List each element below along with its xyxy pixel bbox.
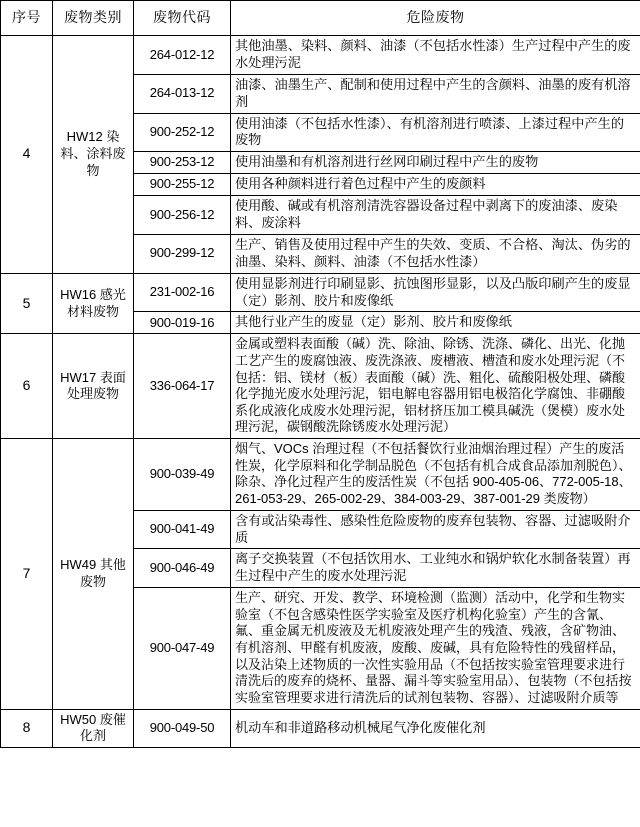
waste-code: 900-041-49 [134, 510, 231, 549]
waste-category-label: HW49 其他废物 [53, 439, 134, 709]
table-header-row [1, 1, 640, 36]
waste-description: 使用酸、碱或有机溶剂清洗容器设备过程中剥离下的废油漆、废染料、废涂料 [231, 196, 640, 235]
waste-description: 其他油墨、染料、颜料、油漆（不包括水性漆）生产过程中产生的废水处理污泥 [231, 36, 640, 75]
waste-code: 900-299-12 [134, 234, 231, 273]
waste-code: 264-012-12 [134, 36, 231, 75]
waste-description: 机动车和非道路移动机械尾气净化废催化剂 [231, 709, 640, 747]
waste-code: 264-013-12 [134, 74, 231, 113]
row-sequence-number: 6 [1, 334, 53, 439]
waste-code: 900-019-16 [134, 312, 231, 334]
waste-category-label: HW17 表面处理废物 [53, 334, 134, 439]
waste-description: 使用显影剂进行印刷显影、抗蚀图形显影，以及凸版印刷产生的废显（定）影剂、胶片和废像纸 [231, 273, 640, 312]
column-header-waste: 危险废物 [231, 1, 640, 36]
waste-code: 900-253-12 [134, 152, 231, 174]
table-row [1, 439, 640, 511]
column-header-category: 废物类别 [53, 1, 134, 36]
waste-code: 900-252-12 [134, 113, 231, 152]
waste-description: 离子交换装置（不包括饮用水、工业纯水和锅炉软化水制备装置）再生过程中产生的废水处理污泥 [231, 549, 640, 588]
waste-description: 金属或塑料表面酸（碱）洗、除油、除锈、洗涤、磷化、出光、化抛工艺产生的废腐蚀液、废洗涤液、废槽液、槽渣和废水处理污泥（不包括：铝、镁材（板）表面酸（碱）洗、粗化、硫酸阳极处理、磷酸化学抛光废水处理污泥，铝电解电容器用铝电极箔化学腐蚀、非硼酸系化成液化成废水处理污泥，铝材挤压加工模具碱洗（煲模）废水处理污泥，碳钢酸洗除锈废水处理污泥） [231, 334, 640, 439]
table-row [1, 709, 640, 747]
row-sequence-number: 4 [1, 36, 53, 274]
waste-code: 336-064-17 [134, 334, 231, 439]
table-row [1, 36, 640, 75]
waste-category-label: HW16 感光材料废物 [53, 273, 134, 334]
row-sequence-number: 5 [1, 273, 53, 334]
column-header-seq: 序号 [1, 1, 53, 36]
waste-code: 900-039-49 [134, 439, 231, 511]
waste-code: 231-002-16 [134, 273, 231, 312]
waste-description: 其他行业产生的废显（定）影剂、胶片和废像纸 [231, 312, 640, 334]
row-sequence-number: 7 [1, 439, 53, 709]
column-header-code: 废物代码 [134, 1, 231, 36]
waste-code: 900-255-12 [134, 174, 231, 196]
waste-description: 油漆、油墨生产、配制和使用过程中产生的含颜料、油墨的废有机溶剂 [231, 74, 640, 113]
waste-code: 900-256-12 [134, 196, 231, 235]
waste-description: 使用油漆（不包括水性漆）、有机溶剂进行喷漆、上漆过程中产生的废物 [231, 113, 640, 152]
waste-category-label: HW50 废催化剂 [53, 709, 134, 747]
waste-code: 900-049-50 [134, 709, 231, 747]
table-row [1, 273, 640, 312]
waste-description: 烟气、VOCs 治理过程（不包括餐饮行业油烟治理过程）产生的废活性炭，化学原料和化学制品脱色（不包括有机合成食品添加剂脱色）、除杂、净化过程产生的废活性炭（不包括 900-405-06、772-005-18、261-053-29、265-002-29、384-003-29、387-001-29 类废物） [231, 439, 640, 511]
waste-code: 900-047-49 [134, 588, 231, 709]
waste-category-label: HW12 染料、涂料废物 [53, 36, 134, 274]
waste-description: 含有或沾染毒性、感染性危险废物的废弃包装物、容器、过滤吸附介质 [231, 510, 640, 549]
waste-description: 使用各种颜料进行着色过程中产生的废颜料 [231, 174, 640, 196]
waste-description: 生产、销售及使用过程中产生的失效、变质、不合格、淘汰、伪劣的油墨、染料、颜料、油漆（不包括水性漆） [231, 234, 640, 273]
waste-description: 使用油墨和有机溶剂进行丝网印刷过程中产生的废物 [231, 152, 640, 174]
table-row [1, 334, 640, 439]
waste-code: 900-046-49 [134, 549, 231, 588]
waste-description: 生产、研究、开发、教学、环境检测（监测）活动中，化学和生物实验室（不包含感染性医学实验室及医疗机构化验室）产生的含氰、氟、重金属无机废液及无机废液处理产生的残渣、残液，含矿物油、有机溶剂、甲醛有机废液，废酸、废碱，具有危险特性的残留样品，以及沾染上述物质的一次性实验用品（不包括按实验室管理要求进行清洗后的废弃的烧杯、量器、漏斗等实验室用品）、包装物（不包括按实验室管理要求进行清洗后的试剂包装物、容器）、过滤吸附介质等 [231, 588, 640, 709]
row-sequence-number: 8 [1, 709, 53, 747]
